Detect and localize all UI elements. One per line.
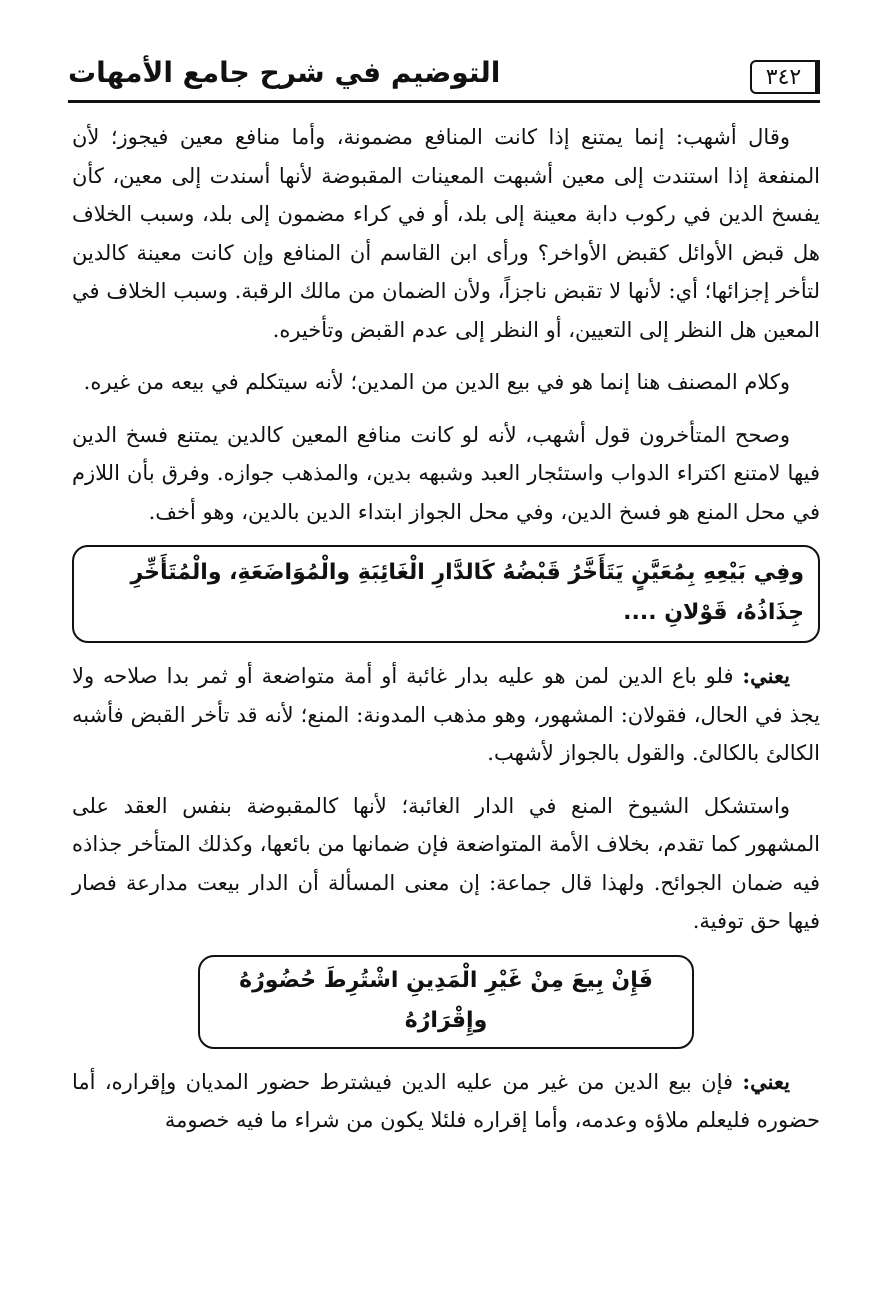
header-rule <box>68 100 820 103</box>
page-body <box>72 118 820 1154</box>
commentary-text: فلو باع الدين لمن هو عليه بدار غائبة أو أمة متواضعة أو ثمر بدا صلاحه ولا يجذ في الحال، فقولان: المشهور، وهو مذهب المدونة: المنع؛ لأنه قد تأخر القبض فأشبه الكالئ بالكالئ. والقول بالجواز لأشهب. <box>72 664 820 765</box>
commentary-lead: يعني: <box>742 1068 790 1094</box>
page-number: ٣٤٢ <box>750 60 820 94</box>
commentary-paragraph: واستشكل الشيوخ المنع في الدار الغائبة؛ لأنها كالمقبوضة بنفس العقد على المشهور كما تقدم، بخلاف الأمة المتواضعة فإن ضمانها من بائعها، وكذلك المتأخر جذاذه فيه ضمان الجوائح. ولهذا قال جماعة: إن معنى المسألة أن الدار بيعت مدارعة فصار فيها حق توفية. <box>72 793 820 933</box>
commentary-paragraph <box>72 1063 820 1140</box>
page-header <box>68 52 820 100</box>
running-title: التوضيم في شرح جامع الأمهات <box>68 56 501 89</box>
commentary-paragraph <box>72 657 820 773</box>
commentary-paragraph: وكلام المصنف هنا إنما هو في بيع الدين من المدين؛ لأنه سيتكلم في بيعه من غيره. <box>83 370 790 394</box>
commentary-paragraph: وصحح المتأخرون قول أشهب، لأنه لو كانت منافع المعين كالدين يمتنع فسخ الدين فيها لامتنع اكتراء الدواب واستئجار العبد وشبهه بدين، والمذهب جوازه. وفرق بأن اللازم في محل المنع هو فسخ الدين، وفي محل الجواز ابتداء الدين بالدين، وهو أخف. <box>72 422 820 524</box>
matn-quote-box: فَإِنْ بِيعَ مِنْ غَيْرِ الْمَدِينِ اشْتُرِطَ حُضُورُهُ وإِقْرَارُهُ <box>198 955 694 1049</box>
commentary-text: فإن بيع الدين من غير من عليه الدين فيشترط حضور المديان وإقراره، أما حضوره فليعلم ملاؤه وعدمه، وأما إقراره فلئلا يكون من شراء ما فيه خصومة <box>72 1069 820 1132</box>
commentary-lead: يعني: <box>742 663 790 688</box>
matn-quote-box: وفِي بَيْعِهِ بِمُعَيَّنٍ يَتَأَخَّرُ قَبْضُهُ كَالدَّارِ الْغَائِبَةِ والْمُوَاضَعَةِ، والْمُتَأَخِّرِ جِذَاذُهُ، قَوْلانِ .... <box>72 545 820 643</box>
commentary-paragraph: وقال أشهب: إنما يمتنع إذا كانت المنافع مضمونة، وأما منافع معين فيجوز؛ لأن المنفعة إذا استندت إلى معين أشبهت المعينات المقبوضة لأنها أسندت إلى معين، كأن يفسخ الدين في ركوب دابة معينة إلى بلد، أو في كراء مضمون إلى بلد، وسبب الخلاف هل قبض الأوائل كقبض الأواخر؟ ورأى ابن القاسم أن المنافع وإن كانت معينة كالدين لتأخر إجزائها؛ أي: لأنها لا تقبض ناجزاً، ولأن الضمان من مالك الرقبة. وسبب الخلاف في المعين هل النظر إلى التعيين، أو النظر إلى عدم القبض وتأخيره. <box>72 125 820 342</box>
